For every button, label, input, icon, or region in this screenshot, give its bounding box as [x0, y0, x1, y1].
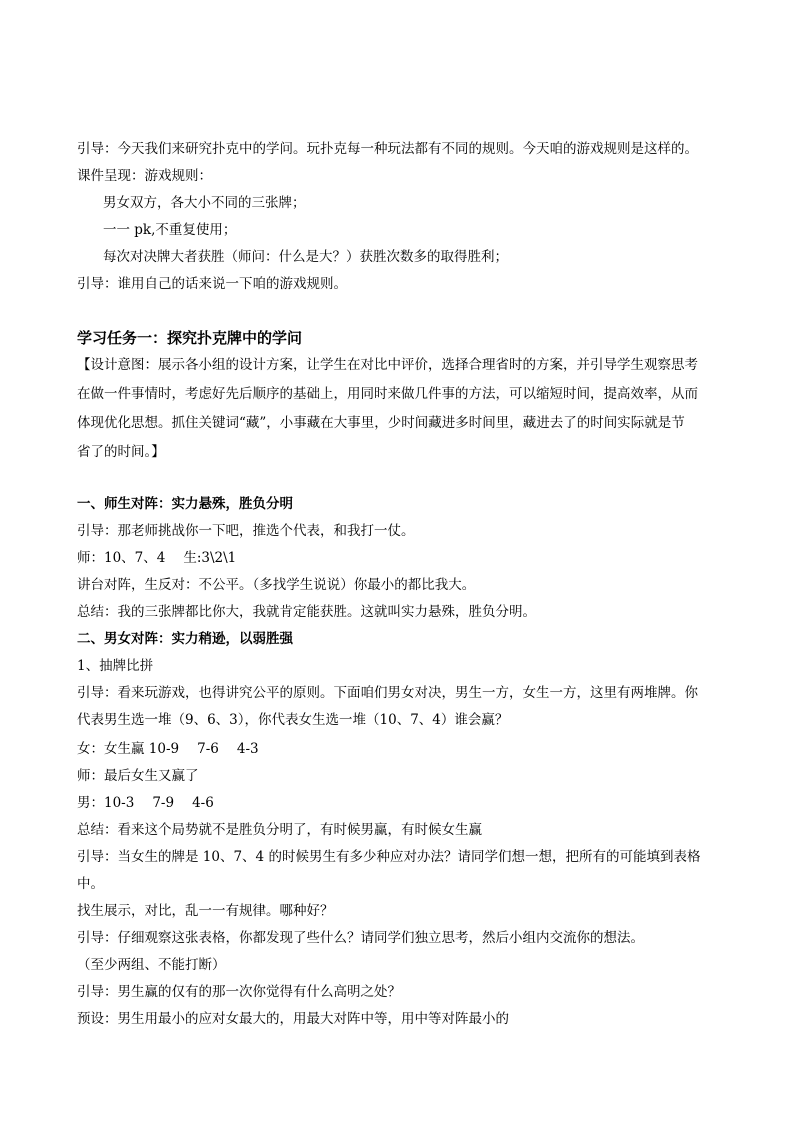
female-match-1: 女：女生赢 10-9: [77, 741, 180, 757]
courseware-line: 课件呈现：游戏规则：: [77, 168, 212, 184]
male-win-question: 引导：男生赢的仅有的那一次你觉得有什么高明之处？: [77, 984, 401, 1000]
female-result-line: [77, 740, 737, 758]
design-intent-line-4: 省了的时间。】: [77, 444, 165, 460]
teacher-student-cards: [77, 549, 737, 567]
section-one-heading: 一、师生对阵：实力悬殊，胜负分明: [77, 496, 293, 512]
summary-line-2: 总结：看来这个局势就不是胜负分明了，有时候男赢，有时候女生赢: [77, 822, 482, 838]
rule-line-1: 男女双方，各大小不同的三张牌；: [103, 195, 306, 211]
task-heading: 学习任务一：探究扑克牌中的学问: [77, 329, 303, 347]
female-match-2: 7-6: [197, 741, 219, 757]
section-one-guide: 引导：那老师挑战你一下吧，推选个代表，和我打一仗。: [77, 523, 415, 539]
guide-fair-line-2: 代表男生选一堆（9、6、3），你代表女生选一堆（10、7、4）谁会赢？: [77, 712, 509, 728]
male-match-3: 4-6: [192, 795, 214, 811]
design-intent-line-1: 【设计意图：展示各小组的设计方案，让学生在对比中评价，选择合理省时的方案，并引导学生观察思考: [77, 357, 698, 373]
male-result-line: [77, 794, 737, 812]
preset-answer-line: 预设：男生用最小的应对女最大的，用最大对阵中等，用中等对阵最小的: [77, 1011, 509, 1027]
note-line: （至少两组、不能打断）: [77, 957, 226, 973]
teacher-cards: 师：10、7、4: [77, 550, 166, 566]
guide-fair-line-1: 引导：看来玩游戏，也得讲究公平的原则。下面咱们男女对决，男生一方，女生一方，这里有两堆牌。你: [77, 685, 698, 701]
guide-line: 引导：谁用自己的话来说一下咱的游戏规则。: [77, 276, 347, 292]
rule-line-3: 每次对决牌大者获胜（师问：什么是大？）获胜次数多的取得胜利；: [103, 249, 508, 265]
design-intent-line-3: 体现优化思想。抓住关键词“藏”，小事藏在大事里，少时间藏进多时间里，藏进去了的时间实际就是节: [77, 415, 685, 431]
design-intent-line-2: 在做一件事情时，考虑好先后顺序的基础上，用同时来做几件事的方法，可以缩短时间，提高效率，从而: [77, 386, 698, 402]
summary-line-1: 总结：我的三张牌都比你大，我就肯定能获胜。这就叫实力悬殊，胜负分明。: [77, 604, 536, 620]
subsection-1: 1、抽牌比拼: [77, 658, 154, 674]
teacher-result-line: 师：最后女生又赢了: [77, 768, 199, 784]
female-match-3: 4-3: [236, 741, 259, 757]
show-compare-line: 找生展示，对比，乱一一有规律。哪种好？: [77, 903, 334, 919]
section-two-heading: 二、男女对阵：实力稍逊，以弱胜强: [77, 631, 293, 647]
male-match-1: 男：10-3: [77, 795, 135, 811]
podium-line: 讲台对阵，生反对：不公平。（多找学生说说）你最小的都比我大。: [77, 577, 476, 593]
student-cards: 生:3\2\1: [183, 550, 237, 566]
rule-line-2: 一一 pk,不重复使用；: [103, 222, 237, 238]
intro-line: 引导：今天我们来研究扑克中的学问。玩扑克每一种玩法都有不同的规则。今天咱的游戏规则是这样的。: [77, 141, 698, 157]
observe-table-line: 引导：仔细观察这张表格，你都发现了些什么？请同学们独立思考，然后小组内交流你的想法。: [77, 930, 644, 946]
guide-table-line-1: 引导：当女生的牌是 10、7、4 的时候男生有多少种应对办法？请同学们想一想，把所有的可能填到表格: [77, 849, 701, 865]
guide-table-line-2: 中。: [77, 876, 104, 892]
male-match-2: 7-9: [152, 795, 175, 811]
